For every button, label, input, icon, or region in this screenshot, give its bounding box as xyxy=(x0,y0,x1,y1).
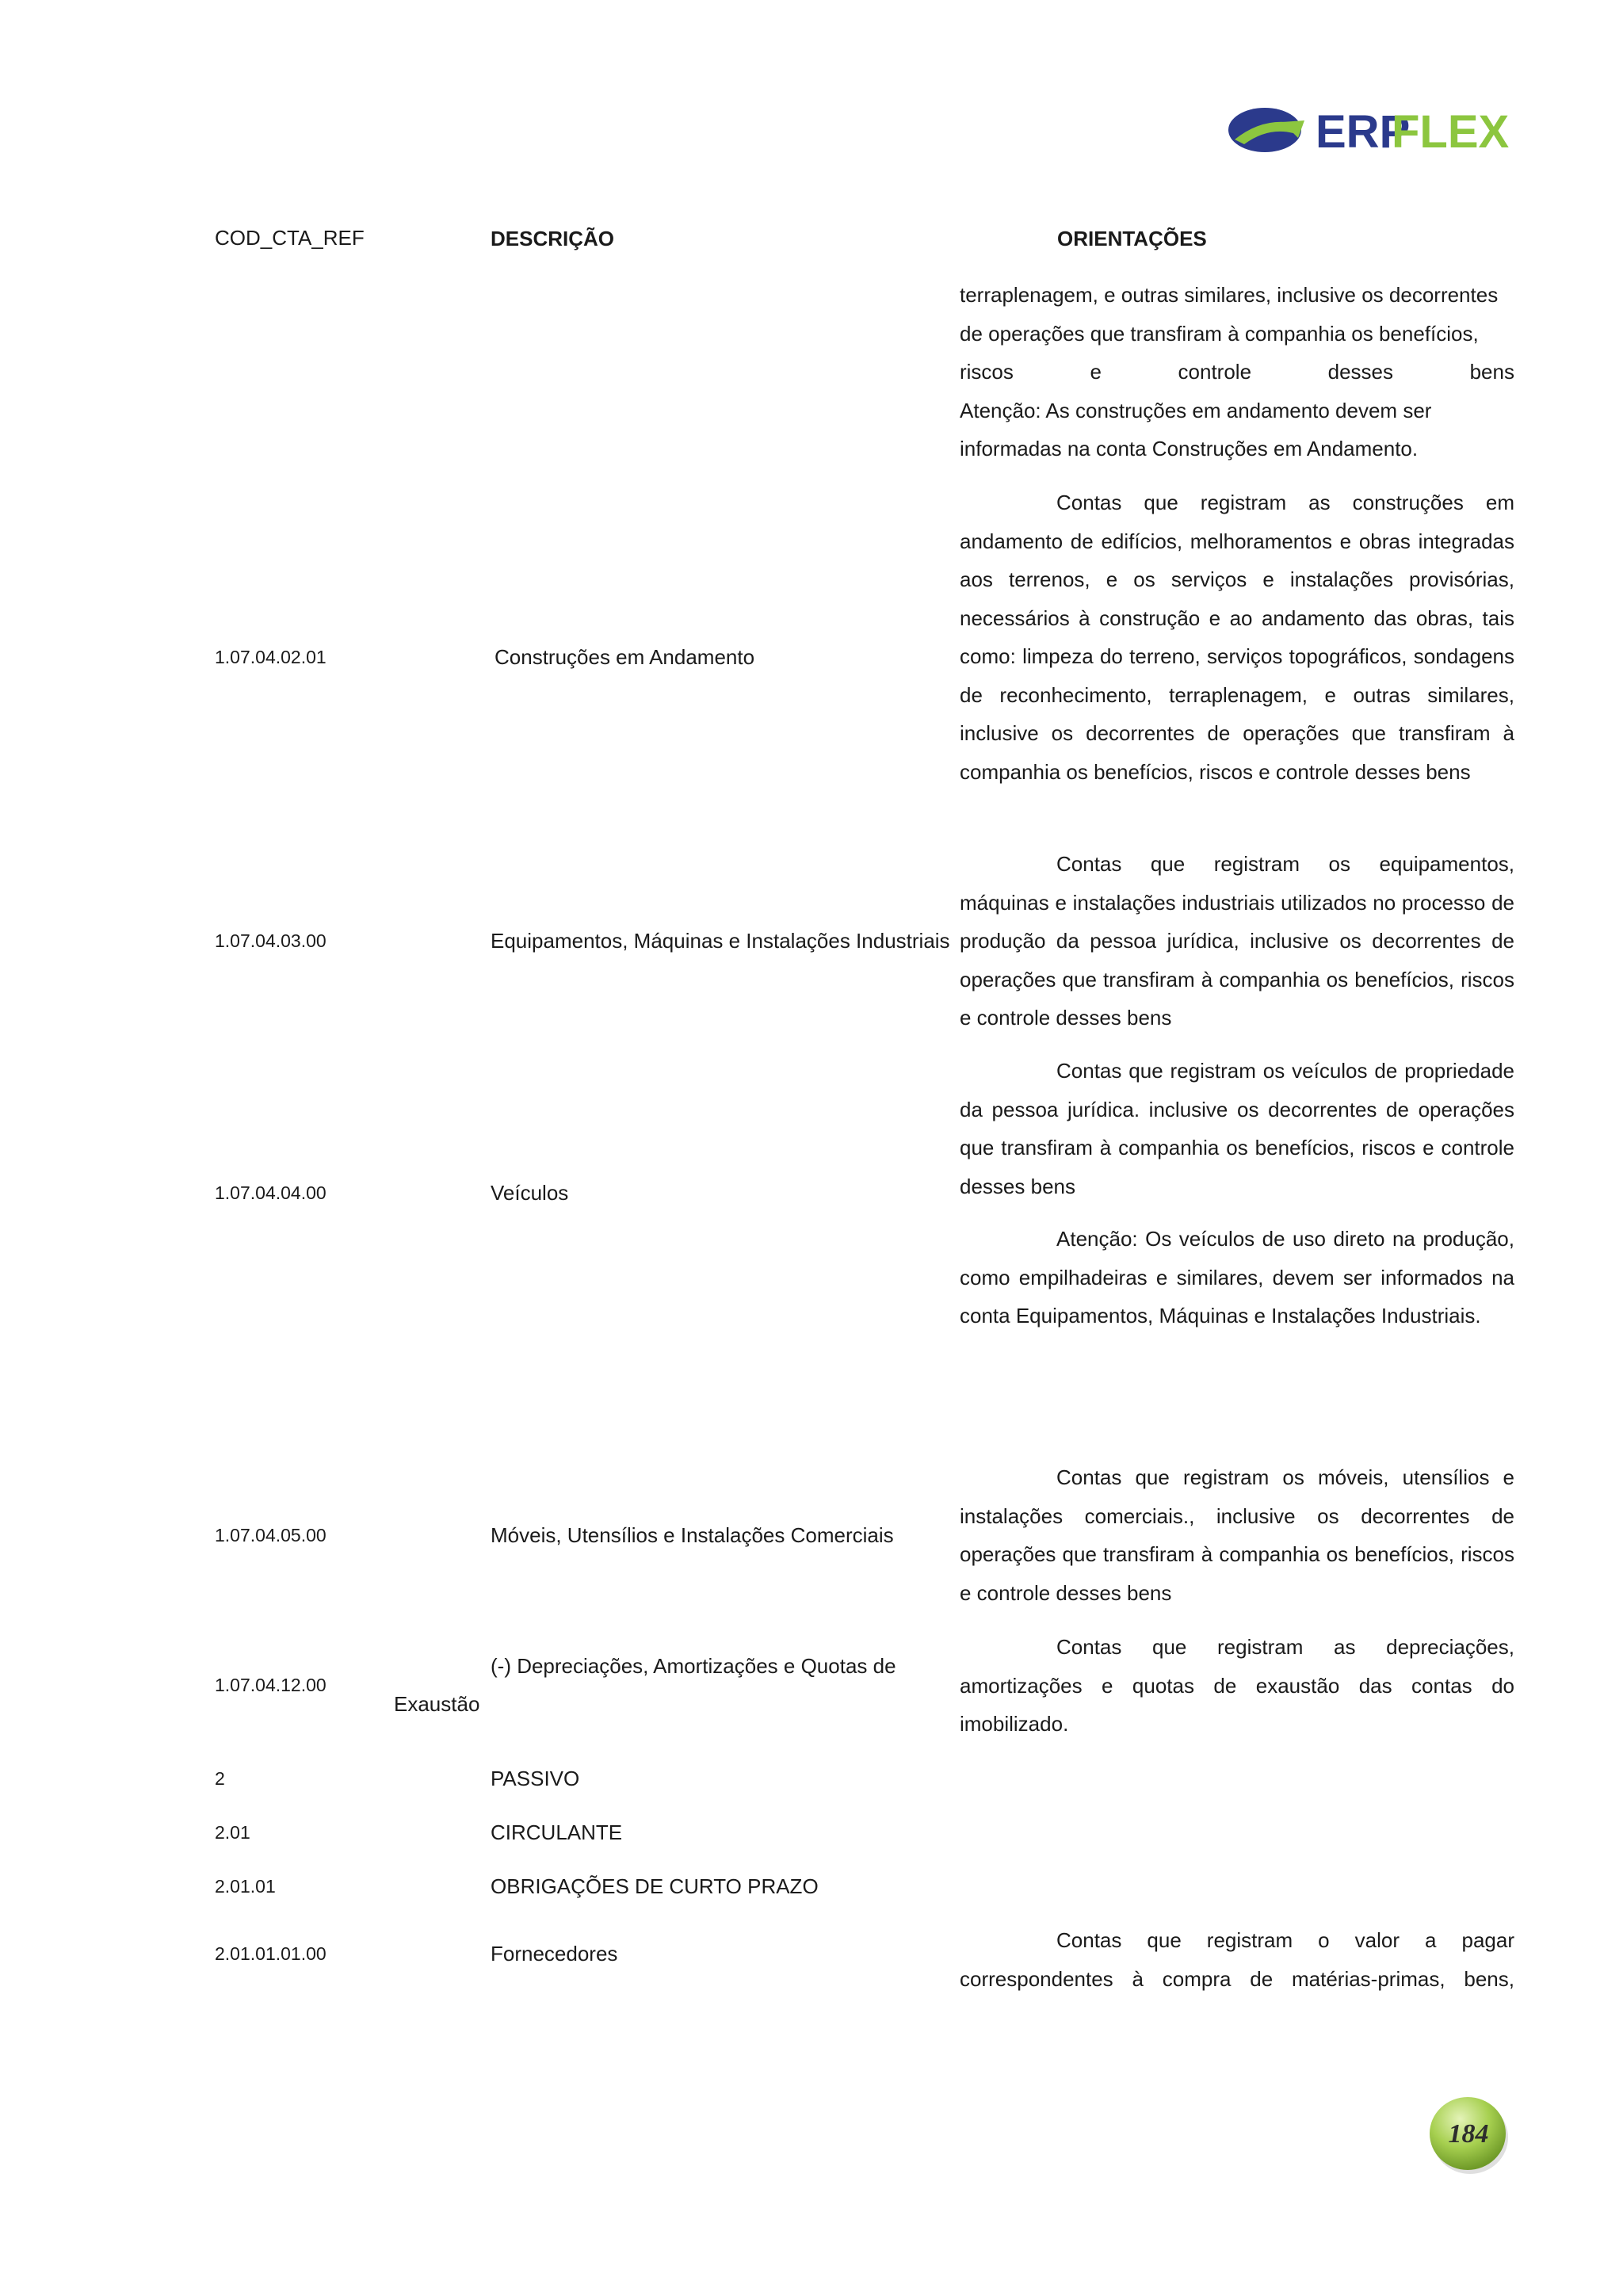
row-orientation: Contas que registram as construções em andamento de edifícios, melhoramentos e obras integradas aos terrenos, e os serviços e instalações provisórias, necessários à construção e ao andamento das obras, tais como: limpeza do terreno, serviços topográficos, sondagens de reconhecimento, terraplenagem, e outras similares, inclusive os decorrentes de operações que transfiram à companhia os benefícios, riscos e controle desses bens xyxy=(960,491,1514,784)
row-description: CIRCULANTE xyxy=(491,1820,623,1844)
row-code: 1.07.04.02.01 xyxy=(215,647,327,667)
row-description: Fornecedores xyxy=(491,1942,618,1966)
row-code: 1.07.04.04.00 xyxy=(215,1182,327,1203)
continued-line: Atenção: As construções em andamento devem ser xyxy=(960,398,1432,422)
row-code: 2.01.01 xyxy=(215,1876,276,1897)
header-description: DESCRIÇÃO xyxy=(491,227,615,250)
erpflex-logo xyxy=(1227,98,1510,162)
continued-line: informadas na conta Construções em Andamento. xyxy=(960,437,1419,460)
row-description: Veículos xyxy=(491,1181,569,1205)
row-description: OBRIGAÇÕES DE CURTO PRAZO xyxy=(491,1874,819,1898)
continued-orientation xyxy=(960,276,1514,468)
row-description: PASSIVO xyxy=(491,1767,580,1790)
continued-line-justified: riscos e controle desses bens xyxy=(960,360,1514,384)
row-orientation-note: Atenção: Os veículos de uso direto na produção, como empilhadeiras e similares, devem ser informados na conta Equipamentos, Máquinas e Instalações Industriais. xyxy=(960,1227,1514,1328)
row-description: Móveis, Utensílios e Instalações Comerciais xyxy=(491,1523,894,1547)
row-orientation: Contas que registram os veículos de propriedade da pessoa jurídica. inclusive os decorrentes de operações que transfiram à companhia os benefícios, riscos e controle desses bens Atenção: Os veículos de uso direto na produção, como empilhadeiras e similares, devem ser informados na conta Equipamentos, Máquinas e Instalações Industriais. xyxy=(960,1052,1514,1335)
header-code: COD_CTA_REF xyxy=(215,226,365,250)
row-orientation: Contas que registram as depreciações, amortizações e quotas de exaustão das contas do imobilizado. xyxy=(960,1635,1514,1736)
row-description: Equipamentos, Máquinas e Instalações Industriais xyxy=(491,929,950,953)
row-orientation: Contas que registram o valor a pagar correspondentes à compra de matérias-primas, bens, xyxy=(960,1928,1514,1991)
row-code: 2.01 xyxy=(215,1822,250,1843)
page-number: 184 xyxy=(1448,2119,1489,2149)
row-orientation: Contas que registram os móveis, utensílios e instalações comerciais., inclusive os decorrentes de operações que transfiram à companhia os benefícios, riscos e controle desses bens xyxy=(960,1465,1514,1605)
row-code: 2.01.01.01.00 xyxy=(215,1943,327,1964)
row-orientation: Contas que registram os equipamentos, máquinas e instalações industriais utilizados no processo de produção da pessoa jurídica, inclusive os decorrentes de operações que transfiram à companhia os benefícios, riscos e controle desses bens xyxy=(960,852,1514,1030)
row-description-continued: Exaustão xyxy=(394,1692,480,1716)
logo-text-flex: FLEX xyxy=(1392,106,1510,158)
row-code: 1.07.04.05.00 xyxy=(215,1525,327,1545)
page-number-badge xyxy=(1426,2092,1510,2176)
row-code: 1.07.04.03.00 xyxy=(215,930,327,951)
logo-text-erp: ERP xyxy=(1316,106,1411,158)
row-description: Construções em Andamento xyxy=(495,645,755,669)
row-description: (-) Depreciações, Amortizações e Quotas de xyxy=(491,1654,896,1678)
row-code: 1.07.04.12.00 xyxy=(215,1675,327,1695)
header-orientations: ORIENTAÇÕES xyxy=(1057,227,1207,250)
row-code: 2 xyxy=(215,1768,225,1789)
continued-line: de operações que transfiram à companhia os benefícios, xyxy=(960,321,1479,346)
continued-line: terraplenagem, e outras similares, inclusive os decorrentes xyxy=(960,283,1499,307)
